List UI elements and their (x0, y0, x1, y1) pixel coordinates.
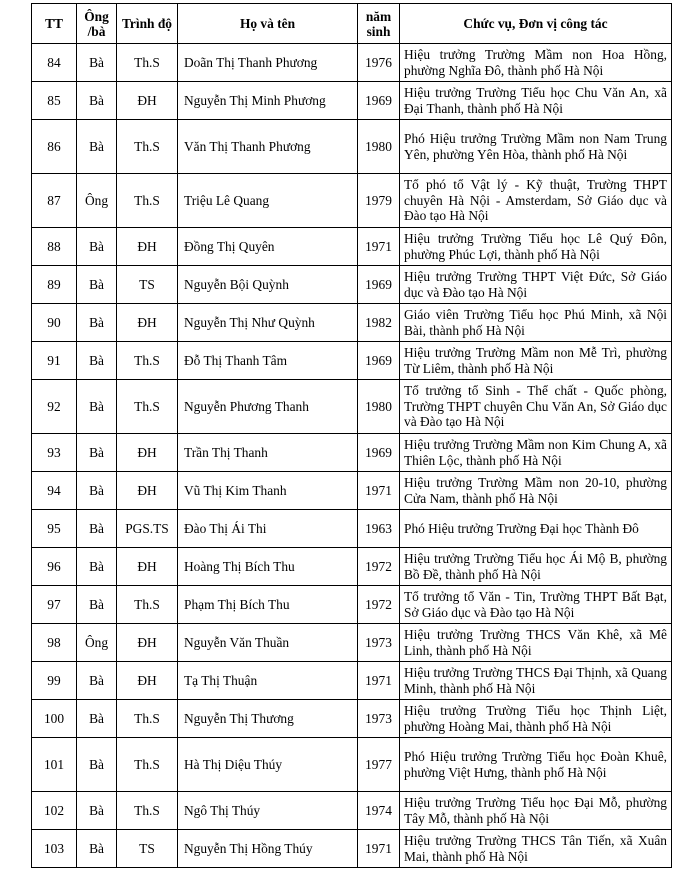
cell-position: Hiệu trưởng Trường Tiểu học Chu Văn An, xã Đại Thanh, thành phố Hà Nội (400, 82, 672, 120)
cell-degree: Th.S (117, 380, 178, 434)
cell-position: Giáo viên Trường Tiểu học Phú Minh, xã Nội Bài, thành phố Hà Nội (400, 304, 672, 342)
cell-position: Tổ trưởng tổ Sinh - Thể chất - Quốc phòng, Trường THPT chuyên Chu Văn An, Sở Giáo dục và Đào tạo Hà Nội (400, 380, 672, 434)
cell-year: 1977 (358, 738, 400, 792)
cell-tt: 87 (32, 174, 77, 228)
cell-year: 1980 (358, 380, 400, 434)
table-row (32, 304, 672, 342)
cell-tt: 96 (32, 548, 77, 586)
cell-degree: Th.S (117, 342, 178, 380)
table-row (32, 174, 672, 228)
cell-degree: ĐH (117, 624, 178, 662)
cell-name: Nguyễn Thị Như Quỳnh (178, 304, 358, 342)
cell-year: 1971 (358, 228, 400, 266)
cell-position: Hiệu trưởng Trường THCS Tân Tiến, xã Xuân Mai, thành phố Hà Nội (400, 830, 672, 868)
cell-year: 1972 (358, 586, 400, 624)
cell-tt: 89 (32, 266, 77, 304)
cell-gender: Ông (77, 174, 117, 228)
cell-name: Nguyễn Bội Quỳnh (178, 266, 358, 304)
cell-degree: ĐH (117, 548, 178, 586)
cell-name: Đồng Thị Quyên (178, 228, 358, 266)
table-row (32, 662, 672, 700)
cell-gender: Bà (77, 662, 117, 700)
table-row (32, 792, 672, 830)
cell-tt: 98 (32, 624, 77, 662)
table-row (32, 82, 672, 120)
cell-name: Ngô Thị Thúy (178, 792, 358, 830)
table-row (32, 548, 672, 586)
cell-gender: Bà (77, 548, 117, 586)
header-tt: TT (32, 4, 77, 44)
table-row (32, 830, 672, 868)
cell-degree: PGS.TS (117, 510, 178, 548)
cell-name: Nguyễn Thị Minh Phương (178, 82, 358, 120)
cell-tt: 86 (32, 120, 77, 174)
cell-gender: Bà (77, 586, 117, 624)
cell-year: 1972 (358, 548, 400, 586)
cell-tt: 88 (32, 228, 77, 266)
cell-name: Doãn Thị Thanh Phương (178, 44, 358, 82)
cell-degree: ĐH (117, 304, 178, 342)
cell-degree: ĐH (117, 472, 178, 510)
cell-position: Phó Hiệu trưởng Trường Đại học Thành Đô (400, 510, 672, 548)
cell-position: Tổ phó tổ Vật lý - Kỹ thuật, Trường THPT chuyên Hà Nội - Amsterdam, Sở Giáo dục và Đào tạo Hà Nội (400, 174, 672, 228)
cell-gender: Bà (77, 380, 117, 434)
header-position: Chức vụ, Đơn vị công tác (400, 4, 672, 44)
header-degree: Trình độ (117, 4, 178, 44)
cell-name: Triệu Lê Quang (178, 174, 358, 228)
cell-degree: TS (117, 830, 178, 868)
cell-position: Phó Hiệu trưởng Trường Mầm non Nam Trung Yên, phường Yên Hòa, thành phố Hà Nội (400, 120, 672, 174)
cell-degree: Th.S (117, 792, 178, 830)
header-name: Họ và tên (178, 4, 358, 44)
cell-tt: 90 (32, 304, 77, 342)
table-row (32, 342, 672, 380)
cell-gender: Ông (77, 624, 117, 662)
cell-degree: Th.S (117, 586, 178, 624)
header-year: năm sinh (358, 4, 400, 44)
cell-position: Hiệu trưởng Trường THCS Văn Khê, xã Mê Linh, thành phố Hà Nội (400, 624, 672, 662)
cell-position: Hiệu trưởng Trường Tiểu học Ái Mộ B, phường Bồ Đề, thành phố Hà Nội (400, 548, 672, 586)
cell-gender: Bà (77, 830, 117, 868)
cell-gender: Bà (77, 510, 117, 548)
cell-name: Nguyễn Phương Thanh (178, 380, 358, 434)
cell-degree: Th.S (117, 700, 178, 738)
cell-degree: ĐH (117, 228, 178, 266)
cell-degree: Th.S (117, 738, 178, 792)
table-row (32, 228, 672, 266)
cell-position: Hiệu trưởng Trường Tiểu học Lê Quý Đôn, phường Phúc Lợi, thành phố Hà Nội (400, 228, 672, 266)
cell-name: Nguyễn Văn Thuần (178, 624, 358, 662)
cell-name: Đỗ Thị Thanh Tâm (178, 342, 358, 380)
cell-gender: Bà (77, 738, 117, 792)
cell-year: 1969 (358, 266, 400, 304)
cell-name: Trần Thị Thanh (178, 434, 358, 472)
cell-year: 1974 (358, 792, 400, 830)
cell-name: Đào Thị Ái Thi (178, 510, 358, 548)
cell-degree: Th.S (117, 44, 178, 82)
cell-year: 1969 (358, 434, 400, 472)
table-row (32, 738, 672, 792)
cell-degree: ĐH (117, 82, 178, 120)
header-gender: Ông /bà (77, 4, 117, 44)
cell-gender: Bà (77, 120, 117, 174)
cell-position: Hiệu trưởng Trường THCS Đại Thịnh, xã Quang Minh, thành phố Hà Nội (400, 662, 672, 700)
cell-degree: Th.S (117, 174, 178, 228)
cell-tt: 93 (32, 434, 77, 472)
cell-year: 1980 (358, 120, 400, 174)
table-row (32, 700, 672, 738)
cell-degree: ĐH (117, 662, 178, 700)
cell-year: 1973 (358, 700, 400, 738)
cell-gender: Bà (77, 228, 117, 266)
cell-position: Hiệu trưởng Trường Mầm non Hoa Hồng, phường Nghĩa Đô, thành phố Hà Nội (400, 44, 672, 82)
cell-year: 1973 (358, 624, 400, 662)
cell-position: Hiệu trưởng Trường THPT Việt Đức, Sở Giáo dục và Đào tạo Hà Nội (400, 266, 672, 304)
table-row (32, 44, 672, 82)
cell-position: Hiệu trưởng Trường Tiểu học Đại Mỗ, phường Tây Mỗ, thành phố Hà Nội (400, 792, 672, 830)
cell-year: 1971 (358, 662, 400, 700)
table-row (32, 120, 672, 174)
table-row (32, 380, 672, 434)
cell-degree: Th.S (117, 120, 178, 174)
cell-position: Hiệu trưởng Trường Tiểu học Thịnh Liệt, phường Hoàng Mai, thành phố Hà Nội (400, 700, 672, 738)
cell-name: Tạ Thị Thuận (178, 662, 358, 700)
table-row (32, 510, 672, 548)
cell-tt: 100 (32, 700, 77, 738)
cell-name: Nguyễn Thị Hồng Thúy (178, 830, 358, 868)
cell-tt: 84 (32, 44, 77, 82)
cell-degree: ĐH (117, 434, 178, 472)
cell-position: Tổ trưởng tổ Văn - Tin, Trường THPT Bất Bạt, Sở Giáo dục và Đào tạo Hà Nội (400, 586, 672, 624)
cell-gender: Bà (77, 342, 117, 380)
cell-position: Hiệu trưởng Trường Mầm non 20-10, phường Cửa Nam, thành phố Hà Nội (400, 472, 672, 510)
cell-gender: Bà (77, 44, 117, 82)
cell-name: Hoàng Thị Bích Thu (178, 548, 358, 586)
cell-position: Hiệu trưởng Trường Mầm non Mễ Trì, phường Từ Liêm, thành phố Hà Nội (400, 342, 672, 380)
cell-name: Phạm Thị Bích Thu (178, 586, 358, 624)
cell-tt: 94 (32, 472, 77, 510)
cell-year: 1971 (358, 472, 400, 510)
cell-gender: Bà (77, 82, 117, 120)
cell-tt: 95 (32, 510, 77, 548)
cell-tt: 91 (32, 342, 77, 380)
table-row (32, 472, 672, 510)
cell-name: Hà Thị Diệu Thúy (178, 738, 358, 792)
cell-name: Vũ Thị Kim Thanh (178, 472, 358, 510)
cell-year: 1982 (358, 304, 400, 342)
table-row (32, 624, 672, 662)
cell-position: Hiệu trưởng Trường Mầm non Kim Chung A, xã Thiên Lộc, thành phố Hà Nội (400, 434, 672, 472)
table-row (32, 434, 672, 472)
cell-tt: 85 (32, 82, 77, 120)
cell-tt: 102 (32, 792, 77, 830)
cell-gender: Bà (77, 266, 117, 304)
cell-tt: 97 (32, 586, 77, 624)
table-row (32, 586, 672, 624)
table-row (32, 266, 672, 304)
cell-year: 1963 (358, 510, 400, 548)
personnel-table (31, 3, 672, 868)
cell-gender: Bà (77, 472, 117, 510)
cell-name: Văn Thị Thanh Phương (178, 120, 358, 174)
cell-name: Nguyễn Thị Thương (178, 700, 358, 738)
cell-tt: 92 (32, 380, 77, 434)
cell-gender: Bà (77, 304, 117, 342)
cell-degree: TS (117, 266, 178, 304)
cell-tt: 99 (32, 662, 77, 700)
cell-year: 1976 (358, 44, 400, 82)
cell-year: 1971 (358, 830, 400, 868)
cell-year: 1969 (358, 342, 400, 380)
table-header-row (32, 4, 672, 44)
cell-year: 1979 (358, 174, 400, 228)
cell-tt: 103 (32, 830, 77, 868)
cell-gender: Bà (77, 700, 117, 738)
cell-tt: 101 (32, 738, 77, 792)
cell-gender: Bà (77, 434, 117, 472)
cell-gender: Bà (77, 792, 117, 830)
cell-position: Phó Hiệu trưởng Trường Tiểu học Đoàn Khuê, phường Việt Hưng, thành phố Hà Nội (400, 738, 672, 792)
cell-year: 1969 (358, 82, 400, 120)
document-page (31, 3, 671, 868)
